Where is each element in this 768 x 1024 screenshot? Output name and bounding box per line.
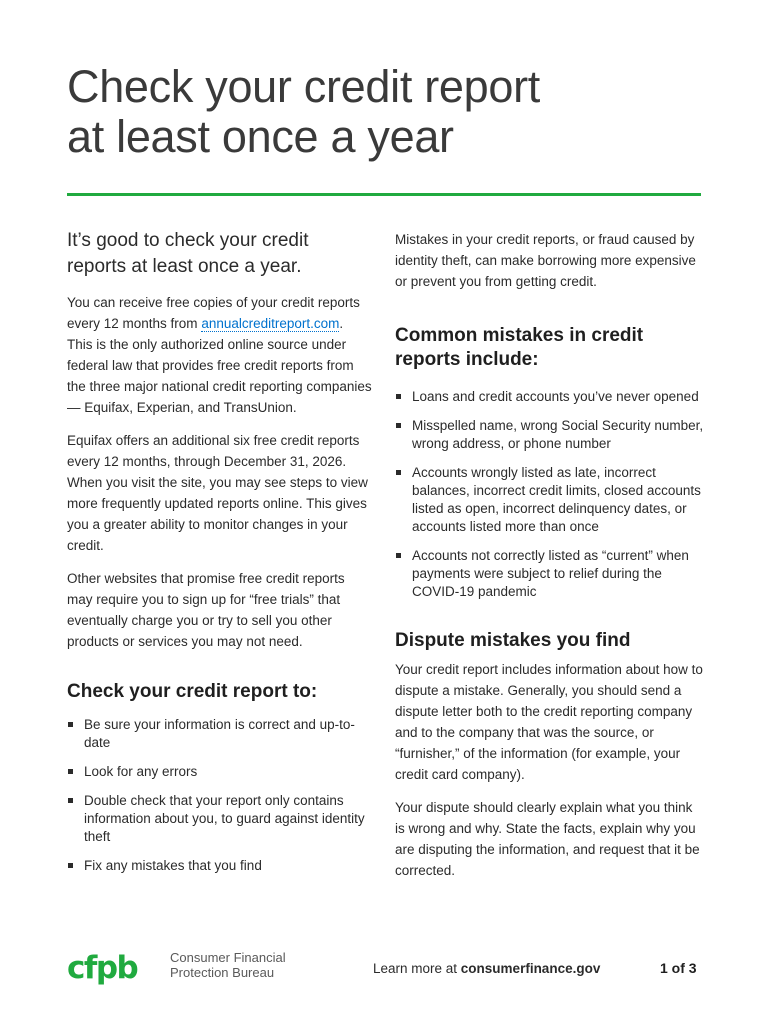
- list-item: [395, 417, 705, 453]
- page-title: [67, 62, 707, 162]
- learn-more-prefix: Learn more at: [373, 961, 461, 976]
- right-column: [395, 229, 705, 893]
- check-heading: Check your credit report to:: [67, 681, 318, 702]
- list-item: [67, 792, 372, 846]
- paragraph-other-websites: Other websites that promise free credit reports may require you to sign up for “free trials” that eventually charge you or try to sell you other products or services you may not need.: [67, 571, 345, 649]
- paragraph-equifax: Equifax offers an additional six free credit reports every 12 months, through December 31, 2026. When you visit the site, you may see steps to view more frequently updated reports online. This gives you a greater ability to monitor changes in your credit.: [67, 433, 368, 553]
- list-item-text: Misspelled name, wrong Social Security number, wrong address, or phone number: [412, 418, 704, 451]
- p1-text-before: You can receive free copies of your credit reports every 12 months from: [67, 295, 360, 331]
- list-item-text: Loans and credit accounts you’ve never opened: [412, 389, 699, 404]
- annualcreditreport-link[interactable]: annualcreditreport.com: [201, 316, 340, 331]
- list-item: [395, 547, 705, 601]
- list-item: [395, 464, 705, 536]
- page-footer: [0, 940, 768, 1000]
- paragraph-mistakes-intro: Mistakes in your credit reports, or fraud caused by identity theft, can make borrowing more expensive or prevent you from getting credit.: [395, 232, 696, 289]
- agency-name-line-1: Consumer Financial: [170, 950, 286, 965]
- list-item-text: Be sure your information is correct and up-to-date: [84, 717, 355, 750]
- bullet-square-icon: [396, 394, 401, 399]
- agency-name-line-2: Protection Bureau: [170, 965, 275, 980]
- bullet-square-icon: [68, 798, 73, 803]
- bullet-square-icon: [68, 863, 73, 868]
- cfpb-logo-icon: [67, 948, 159, 990]
- check-list: [67, 716, 372, 875]
- list-item: [67, 857, 372, 875]
- list-item-text: Accounts wrongly listed as late, incorrect balances, incorrect credit limits, closed accounts listed as open, incorrect delinquency dates, or accounts listed more than once: [412, 465, 701, 534]
- consumerfinance-link[interactable]: consumerfinance.gov: [460, 961, 601, 976]
- list-item-text: Fix any mistakes that you find: [84, 858, 262, 873]
- list-item: [395, 388, 705, 406]
- title-divider: [67, 193, 701, 196]
- left-column: [67, 228, 372, 886]
- paragraph-dispute-2: Your dispute should clearly explain what you think is wrong and why. State the facts, explain why you are disputing the information, and request that it be corrected.: [395, 800, 700, 878]
- bullet-square-icon: [396, 423, 401, 428]
- learn-more: [373, 961, 600, 976]
- list-item: [67, 716, 372, 752]
- title-line-1: Check your credit report: [67, 61, 540, 112]
- lead-paragraph: It’s good to check your credit reports at least once a year.: [67, 230, 309, 277]
- bullet-square-icon: [396, 470, 401, 475]
- bullet-square-icon: [68, 769, 73, 774]
- agency-name: [170, 950, 286, 980]
- mistakes-heading: Common mistakes in credit reports include:: [395, 325, 644, 370]
- title-line-2: at least once a year: [67, 111, 454, 162]
- bullet-square-icon: [68, 722, 73, 727]
- paragraph-dispute-1: Your credit report includes information about how to dispute a mistake. Generally, you should send a dispute letter both to the credit reporting company and to the company that was the source, or “furnisher,” of the information (for example, your credit card company).: [395, 662, 703, 782]
- list-item-text: Look for any errors: [84, 764, 198, 779]
- list-item-text: Accounts not correctly listed as “current” when payments were subject to relief during the COVID-19 pandemic: [412, 548, 689, 599]
- cfpb-logo-mark: cfpb: [67, 950, 138, 986]
- page-number: 1 of 3: [660, 960, 697, 976]
- mistakes-list: [395, 388, 705, 601]
- list-item: [67, 763, 372, 781]
- dispute-heading: Dispute mistakes you find: [395, 630, 631, 651]
- paragraph-free-copies: [67, 292, 372, 418]
- bullet-square-icon: [396, 553, 401, 558]
- p1-text-after: . This is the only authorized online source under federal law that provides free credit reports from the three major national credit reporting companies— Equifax, Experian, and TransUnion.: [67, 316, 372, 415]
- list-item-text: Double check that your report only contains information about you, to guard against identity theft: [84, 793, 365, 844]
